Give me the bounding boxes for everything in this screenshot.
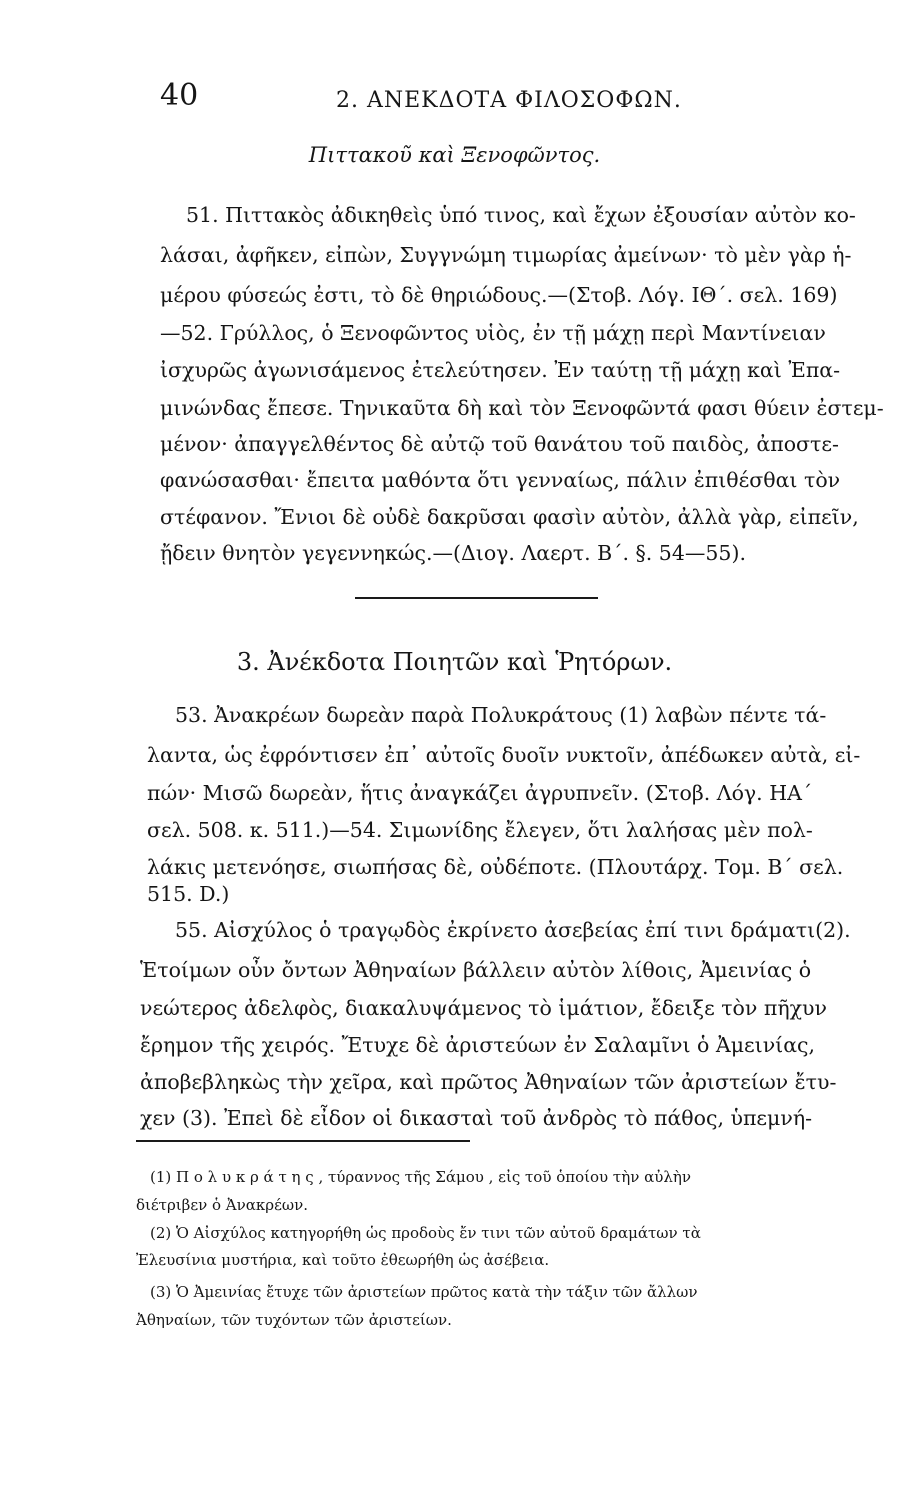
text-line: σελ. 508. κ. 511.)—54. Σιμωνίδης ἔλεγεν, ὅτι λαλήσας μὲν πολ-	[147, 818, 813, 842]
text-line: 55. Αἰσχύλος ὁ τραγῳδὸς ἐκρίνετο ἀσεβείας ἐπί τινι δράματι(2).	[175, 918, 851, 942]
section-divider	[355, 597, 598, 599]
running-head: 2. ΑΝΕΚΔΟΤΑ ΦΙΛΟΣΟΦΩΝ.	[336, 88, 682, 113]
text-line: πών· Μισῶ δωρεὰν, ἥτις ἀναγκάζει ἀγρυπνεῖν. (Στοβ. Λόγ. ΗΑ΄	[147, 781, 813, 805]
footnote-line: (3) Ὁ Ἀμεινίας ἔτυχε τῶν ἀριστείων πρῶτος κατὰ τὴν τάξιν τῶν ἄλλων	[150, 1283, 698, 1301]
text-line: μινώνδας ἔπεσε. Τηνικαῦτα δὴ καὶ τὸν Ξενοφῶντά φασι θύειν ἐστεμ-	[160, 396, 884, 420]
text-line: 53. Ἀνακρέων δωρεὰν παρὰ Πολυκράτους (1) λαβὼν πέντε τά-	[175, 703, 827, 727]
section-heading: 3. Ἀνέκδοτα Ποιητῶν καὶ Ῥητόρων.	[236, 648, 673, 676]
footnote-rule	[136, 1140, 470, 1142]
text-line: χεν (3). Ἐπεὶ δὲ εἶδον οἱ δικασταὶ τοῦ ἀνδρὸς τὸ πάθος, ὑπεμνή-	[140, 1106, 813, 1130]
text-line: λάσαι, ἀφῆκεν, εἰπὼν, Συγγνώμη τιμωρίας ἀμείνων· τὸ μὲν γὰρ ἡ-	[160, 243, 852, 267]
text-line: φανώσασθαι· ἔπειτα μαθόντα ὅτι γενναίως, πάλιν ἐπιθέσθαι τὸν	[160, 468, 841, 492]
footnote-line: Ἐλευσίνια μυστήρια, καὶ τοῦτο ἐθεωρήθη ὡς ἀσέβεια.	[136, 1251, 550, 1269]
text-line: ἰσχυρῶς ἀγωνισάμενος ἐτελεύτησεν. Ἐν ταύτῃ τῇ μάχῃ καὶ Ἐπα-	[160, 358, 841, 382]
text-line: μέρου φύσεώς ἐστι, τὸ δὲ θηριώδους.—(Στοβ. Λόγ. ΙΘ΄. σελ. 169)	[160, 283, 838, 307]
footnote-line: (1) Π ο λ υ κ ρ ά τ η ς , τύραννος τῆς Σάμου , εἰς τοῦ ὁποίου τὴν αὐλὴν	[150, 1168, 691, 1186]
text-line: λαντα, ὡς ἐφρόντισεν ἐπ᾽ αὐτοῖς δυοῖν νυκτοῖν, ἀπέδωκεν αὐτὰ, εἰ-	[147, 743, 861, 767]
footnote-line: διέτριβεν ὁ Ἀνακρέων.	[136, 1196, 308, 1214]
section-subtitle: Πιττακοῦ καὶ Ξενοφῶντος.	[308, 143, 601, 167]
text-line: ᾔδειν θνητὸν γεγεννηκώς.—(Διογ. Λαερτ. Β΄. §. 54—55).	[160, 541, 746, 565]
page-number: 40	[160, 78, 199, 113]
text-line: 51. Πιττακὸς ἀδικηθεὶς ὑπό τινος, καὶ ἔχων ἐξουσίαν αὐτὸν κο-	[186, 203, 856, 227]
text-line: ἀποβεβληκὼς τὴν χεῖρα, καὶ πρῶτος Ἀθηναίων τῶν ἀριστείων ἔτυ-	[140, 1070, 837, 1094]
text-line: λάκις μετενόησε, σιωπήσας δὲ, οὐδέποτε. (Πλουτάρχ. Τομ. Β΄ σελ.	[147, 855, 844, 879]
text-line: νεώτερος ἀδελφὸς, διακαλυψάμενος τὸ ἱμάτιον, ἔδειξε τὸν πῆχυν	[140, 996, 827, 1020]
text-line: ἔρημον τῆς χειρός. Ἔτυχε δὲ ἀριστεύων ἐν Σαλαμῖνι ὁ Ἀμεινίας,	[140, 1033, 816, 1057]
text-line: 515. D.)	[147, 882, 230, 906]
text-line: μένον· ἀπαγγελθέντος δὲ αὐτῷ τοῦ θανάτου τοῦ παιδὸς, ἀποστε-	[160, 432, 839, 456]
text-line: Ἑτοίμων οὖν ὄντων Ἀθηναίων βάλλειν αὐτὸν λίθοις, Ἀμεινίας ὁ	[140, 958, 812, 982]
footnote-line: Ἀθηναίων, τῶν τυχόντων τῶν ἀριστείων.	[136, 1311, 452, 1329]
text-line: στέφανον. Ἔνιοι δὲ οὐδὲ δακρῦσαι φασὶν αὐτὸν, ἀλλὰ γὰρ, εἰπεῖν,	[160, 505, 859, 529]
footnote-line: (2) Ὁ Αἰσχύλος κατηγορήθη ὡς προδοὺς ἔν τινι τῶν αὐτοῦ δραμάτων τὰ	[150, 1224, 701, 1242]
text-line: —52. Γρύλλος, ὁ Ξενοφῶντος υἱὸς, ἐν τῇ μάχῃ περὶ Μαντίνειαν	[160, 321, 826, 345]
